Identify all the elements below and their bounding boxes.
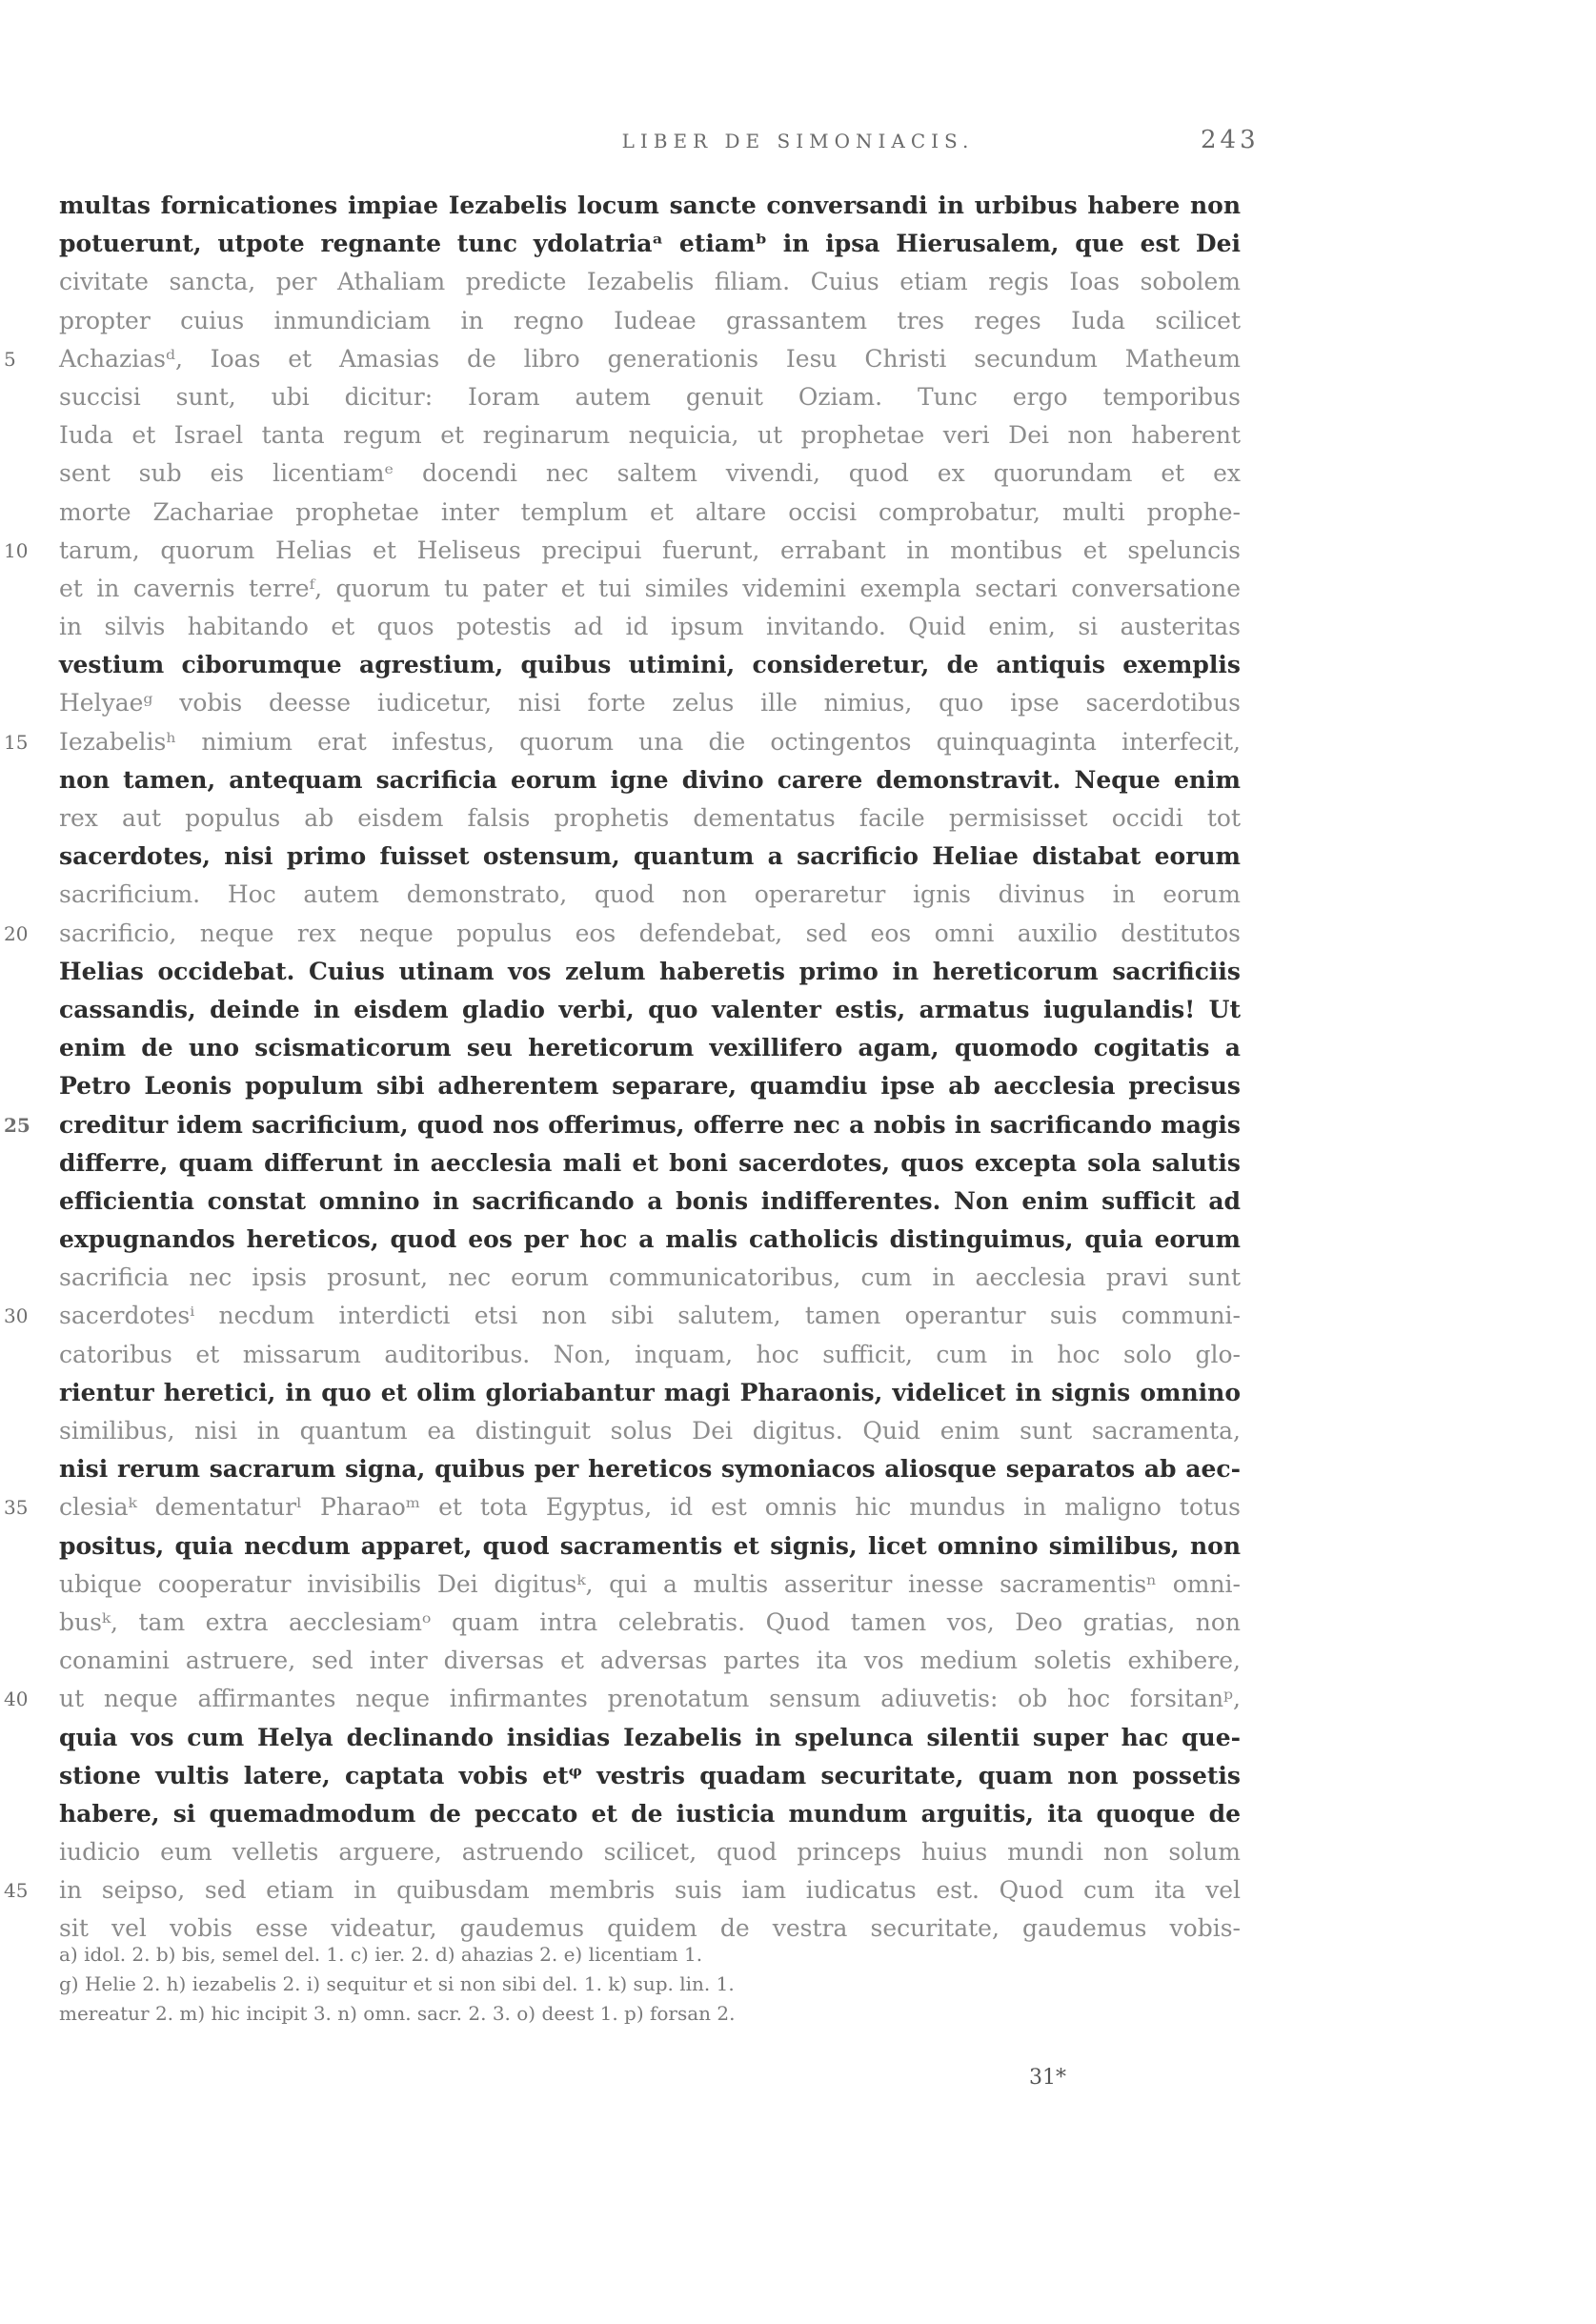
line-text: catoribus et missarum auditoribus. Non, inquam, hoc sufficit, cum in hoc solo glo- bbox=[59, 1340, 1241, 1368]
footnote-line: mereatur 2. m) hic incipit 3. n) omn. sacr. 2. 3. o) deest 1. p) forsan 2. bbox=[59, 2002, 736, 2025]
text-line bbox=[4, 1680, 1241, 1718]
line-text: sacrificio, neque rex neque populus eos defendebat, sed eos omni auxilio destitutos bbox=[59, 919, 1241, 947]
text-line bbox=[59, 1450, 1241, 1488]
line-text: positus, quia necdum apparet, quod sacramentis et signis, licet omnino similibus, non bbox=[59, 1531, 1241, 1560]
text-line bbox=[59, 646, 1241, 684]
text-line bbox=[59, 1757, 1241, 1795]
text-line bbox=[59, 608, 1241, 646]
line-text: et in cavernis terreᶠ, quorum tu pater et tui similes videmini exempla sectari conversatione bbox=[59, 574, 1241, 602]
text-line bbox=[59, 1221, 1241, 1259]
text-line bbox=[59, 1144, 1241, 1182]
text-line bbox=[59, 1029, 1241, 1067]
line-text: Helyaeᵍ vobis deesse iudicetur, nisi forte zelus ille nimius, quo ipse sacerdotibus bbox=[59, 689, 1241, 717]
text-line bbox=[59, 953, 1241, 991]
line-text: habere, si quemadmodum de peccato et de iusticia mundum arguitis, ita quoque de bbox=[59, 1799, 1241, 1828]
line-number: 10 bbox=[4, 538, 29, 562]
line-text: Iezabelisʰ nimium erat infestus, quorum una die octingentos quinquaginta interfecit, bbox=[59, 727, 1241, 756]
line-text: in silvis habitando et quos potestis ad id ipsum invitando. Quid enim, si austeritas bbox=[59, 613, 1241, 641]
line-text: rex aut populus ab eisdem falsis prophetis dementatus facile permisisset occidi tot bbox=[59, 804, 1241, 832]
footnotes bbox=[59, 1940, 1241, 2029]
line-number: 30 bbox=[4, 1304, 29, 1328]
line-text: ut neque affirmantes neque infirmantes prenotatum sensum adiuvetis: ob hoc forsitanᵖ, bbox=[59, 1685, 1241, 1713]
text-line bbox=[59, 1795, 1241, 1833]
text-line bbox=[59, 1527, 1241, 1566]
line-text: quia vos cum Helya declinando insidias Iezabelis in spelunca silentii super hac que- bbox=[59, 1723, 1241, 1751]
text-line bbox=[59, 1833, 1241, 1871]
line-text: ubique cooperatur invisibilis Dei digitusᵏ, qui a multis asseritur inesse sacramentisⁿ omni- bbox=[59, 1569, 1241, 1598]
text-line bbox=[59, 1336, 1241, 1374]
line-text: multas fornicationes impiae Iezabelis locum sancte conversandi in urbibus habere non bbox=[59, 192, 1241, 219]
line-text: civitate sancta, per Athaliam predicte Iezabelis filiam. Cuius etiam regis Ioas sobolem bbox=[59, 268, 1241, 296]
text-line bbox=[4, 1871, 1241, 1910]
text-line bbox=[59, 838, 1241, 876]
line-text: Achaziasᵈ, Ioas et Amasias de libro generationis Iesu Christi secundum Matheum bbox=[59, 344, 1241, 373]
line-text: Petro Leonis populum sibi adherentem separare, quamdiu ipse ab aecclesia precisus bbox=[59, 1072, 1241, 1101]
line-text: morte Zachariae prophetae inter templum et altare occisi comprobatur, multi prophe- bbox=[59, 497, 1241, 526]
page-number: 243 bbox=[1201, 126, 1260, 154]
text-line bbox=[4, 532, 1241, 570]
line-text: sacrificium. Hoc autem demonstrato, quod non operaretur ignis divinus in eorum bbox=[59, 880, 1241, 909]
line-text: iudicio eum velletis arguere, astruendo scilicet, quod princeps huius mundi non solum bbox=[59, 1838, 1241, 1867]
line-text: efficientia constat omnino in sacrificando a bonis indifferentes. Non enim sufficit ad bbox=[59, 1186, 1241, 1215]
text-line bbox=[59, 684, 1241, 722]
text-line bbox=[59, 761, 1241, 799]
text-line bbox=[59, 1067, 1241, 1105]
line-text: differre, quam differunt in aecclesia mali et boni sacerdotes, quos excepta sola salutis bbox=[59, 1148, 1241, 1177]
text-line bbox=[59, 263, 1241, 301]
text-line bbox=[59, 1182, 1241, 1221]
line-text: tarum, quorum Helias et Heliseus precipui fuerunt, errabant in montibus et speluncis bbox=[59, 536, 1241, 564]
line-text: enim de uno scismaticorum seu hereticorum vexillifero agam, quomodo cogitatis a bbox=[59, 1034, 1241, 1062]
text-line bbox=[59, 991, 1241, 1029]
running-head: LIBER DE SIMONIACIS. bbox=[621, 130, 975, 152]
line-number: 5 bbox=[4, 347, 16, 371]
line-text: in seipso, sed etiam in quibusdam membris suis iam iudicatus est. Quod cum ita vel bbox=[59, 1876, 1241, 1905]
signature-mark: 31* bbox=[1029, 2066, 1066, 2090]
footnote-line: g) Helie 2. h) iezabelis 2. i) sequitur et si non sibi del. 1. k) sup. lin. 1. bbox=[59, 1972, 735, 1995]
text-line bbox=[4, 340, 1241, 378]
text-line bbox=[59, 876, 1241, 914]
text-line bbox=[4, 1488, 1241, 1526]
line-text: busᵏ, tam extra aecclesiamᵒ quam intra celebratis. Quod tamen vos, Deo gratias, non bbox=[59, 1607, 1241, 1636]
text-line bbox=[59, 302, 1241, 340]
text-line bbox=[59, 494, 1241, 532]
line-text: creditur idem sacrificium, quod nos offerimus, offerre nec a nobis in sacrificando magis bbox=[59, 1110, 1241, 1139]
text-line bbox=[59, 378, 1241, 416]
line-text: vestium ciborumque agrestium, quibus utimini, consideretur, de antiquis exemplis bbox=[59, 651, 1241, 679]
line-text: expugnandos hereticos, quod eos per hoc a malis catholicis distinguimus, quia eorum bbox=[59, 1225, 1241, 1254]
text-line bbox=[4, 723, 1241, 761]
line-number: 25 bbox=[4, 1113, 30, 1137]
line-text: sacerdotes, nisi primo fuisset ostensum, quantum a sacrificio Heliae distabat eorum bbox=[59, 842, 1241, 871]
text-line bbox=[4, 915, 1241, 953]
text-line bbox=[59, 570, 1241, 608]
line-text: Iuda et Israel tanta regum et reginarum nequicia, ut prophetae veri Dei non haberent bbox=[59, 421, 1241, 450]
text-line bbox=[59, 799, 1241, 838]
text-line bbox=[59, 1604, 1241, 1642]
text-line bbox=[59, 1642, 1241, 1680]
text-line bbox=[59, 187, 1241, 225]
text-line bbox=[59, 455, 1241, 493]
line-text: sacrificia nec ipsis prosunt, nec eorum communicatoribus, cum in aecclesia pravi sunt bbox=[59, 1263, 1241, 1292]
text-line bbox=[59, 1374, 1241, 1412]
line-number: 20 bbox=[4, 921, 29, 945]
line-number: 40 bbox=[4, 1687, 29, 1711]
line-text: propter cuius inmundiciam in regno Iudeae grassantem tres reges Iuda scilicet bbox=[59, 306, 1241, 334]
line-text: sent sub eis licentiamᵉ docendi nec saltem vivendi, quod ex quorundam et ex bbox=[59, 459, 1241, 488]
footnote-line: a) idol. 2. b) bis, semel del. 1. c) ier. 2. d) ahazias 2. e) licentiam 1. bbox=[59, 1943, 703, 1966]
text-line bbox=[59, 1412, 1241, 1450]
line-text: potuerunt, utpote regnante tunc ydolatriaᵃ etiamᵇ in ipsa Hierusalem, que est Dei bbox=[59, 230, 1241, 258]
line-text: sit vel vobis esse videatur, gaudemus quidem de vestra securitate, gaudemus vobis- bbox=[59, 1914, 1241, 1943]
text-line bbox=[59, 225, 1241, 263]
line-number: 15 bbox=[4, 730, 29, 754]
line-text: nisi rerum sacrarum signa, quibus per hereticos symoniacos aliosque separatos ab aec- bbox=[59, 1455, 1241, 1484]
text-line bbox=[59, 1719, 1241, 1757]
line-text: sacerdotesⁱ necdum interdicti etsi non sibi salutem, tamen operantur suis communi- bbox=[59, 1302, 1241, 1330]
line-text: stione vultis latere, captata vobis etᵠ vestris quadam securitate, quam non possetis bbox=[59, 1761, 1241, 1789]
line-text: rientur heretici, in quo et olim gloriabantur magi Pharaonis, videlicet in signis omnino bbox=[59, 1378, 1241, 1406]
line-text: similibus, nisi in quantum ea distinguit solus Dei digitus. Quid enim sunt sacramenta, bbox=[59, 1417, 1241, 1445]
line-number: 45 bbox=[4, 1879, 29, 1903]
text-line bbox=[59, 1566, 1241, 1604]
line-text: succisi sunt, ubi dicitur: Ioram autem genuit Oziam. Tunc ergo temporibus bbox=[59, 382, 1241, 411]
line-number: 35 bbox=[4, 1496, 29, 1520]
body-text bbox=[4, 187, 1241, 1949]
line-text: clesiaᵏ dementaturˡ Pharaoᵐ et tota Egyptus, id est omnis hic mundus in maligno totus bbox=[59, 1493, 1241, 1522]
text-line bbox=[59, 416, 1241, 455]
text-line bbox=[59, 1259, 1241, 1297]
text-line bbox=[4, 1106, 1241, 1144]
line-text: Helias occidebat. Cuius utinam vos zelum haberetis primo in hereticorum sacrificiis bbox=[59, 957, 1241, 985]
text-line bbox=[4, 1297, 1241, 1335]
line-text: non tamen, antequam sacrificia eorum igne divino carere demonstravit. Neque enim bbox=[59, 765, 1241, 794]
line-text: cassandis, deinde in eisdem gladio verbi, quo valenter estis, armatus iugulandis! Ut bbox=[59, 995, 1241, 1023]
line-text: conamini astruere, sed inter diversas et adversas partes ita vos medium soletis exhibere, bbox=[59, 1647, 1241, 1675]
